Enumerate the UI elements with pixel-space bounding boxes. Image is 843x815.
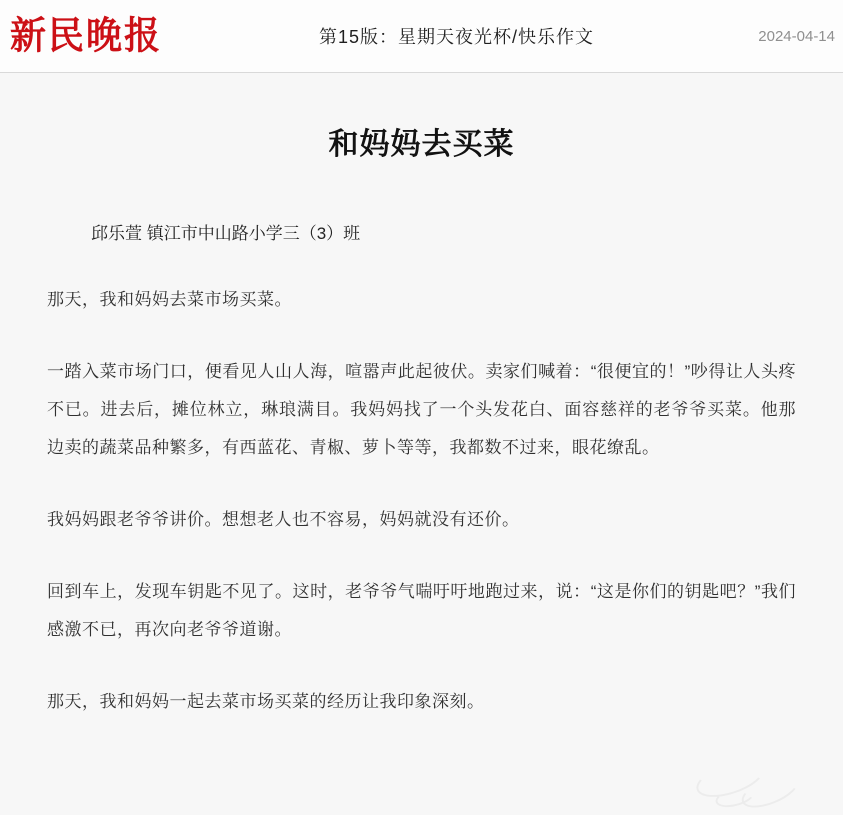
edition-link[interactable]: 第15版：星期天夜光杯/快乐作文 <box>318 27 595 47</box>
page-header <box>0 0 843 73</box>
issue-date: 2024-04-14 <box>758 27 835 45</box>
article-title: 和妈妈去买菜 <box>328 128 515 161</box>
article-paragraph: 我妈妈跟老爷爷讲价。想想老人也不容易，妈妈就没有还价。 <box>47 510 520 529</box>
article-paragraph: 一踏入菜市场门口，便看见人山人海，喧嚣声此起彼伏。卖家们喊着：“很便宜的！”吵得让人头疼不已。进去后，摊位林立，琳琅满目。我妈妈找了一个头发花白、面容慈祥的老爷爷买菜。他那边卖的蔬菜品种繁多，有西蓝花、青椒、萝卜等等，我都数不过来，眼花缭乱。 <box>47 362 796 457</box>
article-paragraph: 那天，我和妈妈一起去菜市场买菜的经历让我印象深刻。 <box>47 692 485 711</box>
newspaper-logo[interactable]: 新民晚报 <box>10 13 163 59</box>
article-author: 邱乐萱 镇江市中山路小学三（3）班 <box>91 224 361 243</box>
article-paragraph: 那天，我和妈妈去菜市场买菜。 <box>47 290 292 309</box>
article-container <box>0 73 843 815</box>
article-body <box>47 281 796 721</box>
article-paragraph: 回到车上，发现车钥匙不见了。这时，老爷爷气喘吁吁地跑过来，说：“这是你们的钥匙吧？”我们感激不已，再次向老爷爷道谢。 <box>47 582 796 639</box>
